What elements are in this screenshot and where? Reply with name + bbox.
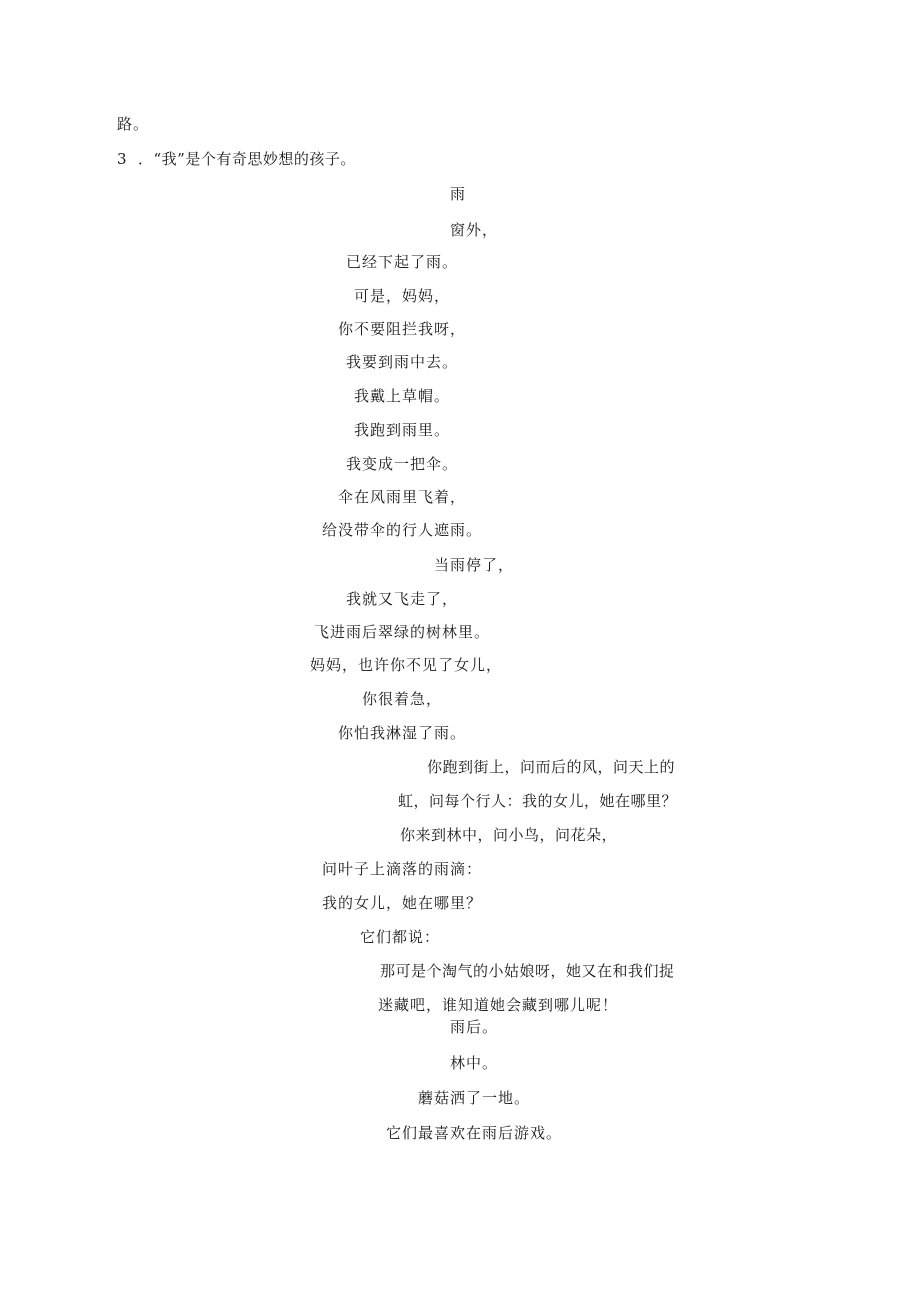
poem-line: 虹，问每个行人：我的女儿，她在哪里？: [398, 792, 678, 810]
poem-line: 你跑到街上，问而后的风，问天上的: [427, 758, 676, 776]
poem-line: 林中。: [450, 1054, 499, 1072]
poem-line: 我的女儿，她在哪里？: [322, 894, 483, 912]
poem-line: 它们都说：: [360, 928, 441, 946]
question-number: 3: [117, 150, 128, 168]
poem-line: 迷藏吧，谁知道她会藏到哪儿呢！: [378, 996, 619, 1014]
poem-line: 我变成一把伞。: [346, 455, 459, 473]
poem-line: 我戴上草帽。: [354, 387, 451, 405]
poem-line: 给没带伞的行人遮雨。: [322, 521, 483, 539]
previous-line-end: 路。: [117, 115, 150, 133]
poem-line: 问叶子上滴落的雨滴：: [322, 860, 483, 878]
poem-line: 窗外，: [450, 221, 499, 239]
poem-line: 我就又飞走了，: [346, 590, 459, 608]
poem-line: 你不要阻拦我呀，: [338, 320, 467, 338]
poem-title: 雨: [450, 185, 467, 203]
poem-line: 我跑到雨里。: [354, 421, 451, 439]
poem-line: 那可是个淘气的小姑娘呀，她又在和我们捉: [380, 962, 675, 980]
poem-line: 飞进雨后翠绿的树林里。: [314, 623, 491, 641]
poem-line: 它们最喜欢在雨后游戏。: [386, 1124, 563, 1142]
poem-line: 可是，妈妈，: [354, 287, 451, 305]
poem-line: 已经下起了雨。: [346, 253, 459, 271]
poem-line: 你来到林中，问小鸟，问花朵，: [400, 826, 618, 844]
poem-line: 你很着急，: [362, 690, 443, 708]
poem-line: 当雨停了，: [434, 556, 515, 574]
poem-line: 伞在风雨里飞着，: [338, 488, 467, 506]
poem-line: 我要到雨中去。: [346, 353, 459, 371]
poem-line: 雨后。: [450, 1018, 499, 1036]
question-prompt: ．“我”是个有奇思妙想的孩子。: [138, 150, 356, 168]
poem-line: 妈妈，也许你不见了女儿，: [310, 656, 503, 674]
poem-line: 你怕我淋湿了雨。: [338, 724, 467, 742]
poem-line: 蘑菇洒了一地。: [418, 1089, 531, 1107]
